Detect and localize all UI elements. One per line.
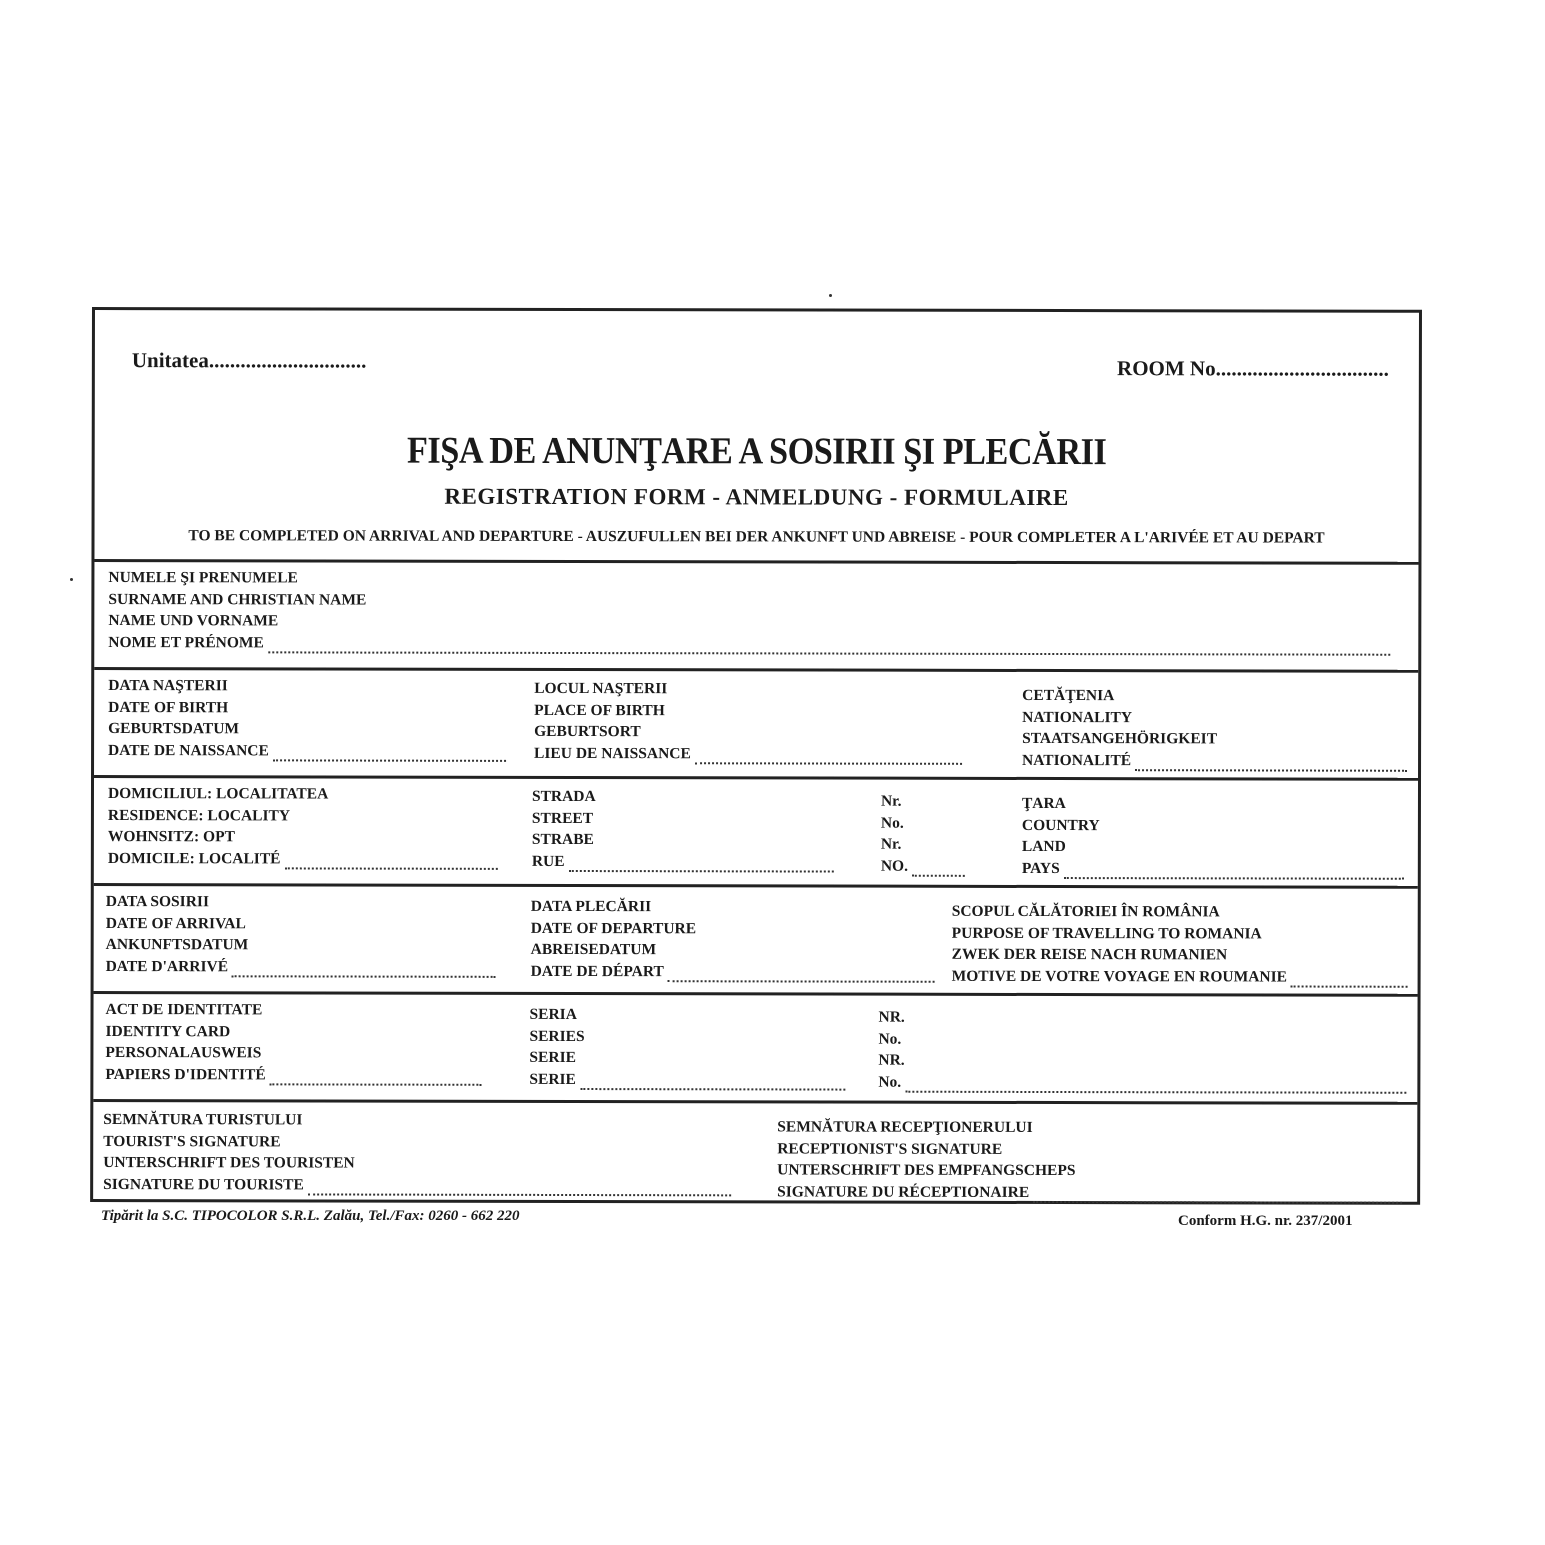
id-card-field[interactable]: [105, 999, 481, 1086]
name-fill-line[interactable]: [268, 637, 1390, 655]
departure-label-en: DATE OF DEPARTURE: [530, 919, 697, 937]
name-section: [94, 562, 1418, 673]
nationality-label-en: NATIONALITY: [1022, 708, 1133, 726]
id-number-label-ro: NR.: [878, 1008, 905, 1026]
purpose-label-de: ZWEK DER REISE NACH RUMANIEN: [951, 945, 1228, 964]
birth-place-fill-line[interactable]: [695, 748, 962, 765]
scan-speck: [70, 578, 73, 581]
id-card-label-fr: PAPIERS D'IDENTITÉ: [105, 1065, 266, 1083]
form-instructions: TO BE COMPLETED ON ARRIVAL AND DEPARTURE - AUSZUFULLEN BEI DER ANKUNFT UND ABREISE - POUR COMPLETER A L'ARIVÉE ET AU DEPART: [188, 527, 1325, 547]
country-label-fr: PAYS: [1021, 859, 1060, 877]
id-number-label-en: No.: [878, 1030, 902, 1048]
series-label-de: SERIE: [529, 1048, 576, 1067]
id-number-field[interactable]: [878, 1007, 1406, 1094]
reception-sig-label-ro: SEMNĂTURA RECEPŢIONERULUI: [777, 1118, 1033, 1136]
registration-form: [90, 307, 1422, 1205]
tourist-sig-label-en: TOURIST'S SIGNATURE: [103, 1132, 281, 1150]
id-card-label-ro: ACT DE IDENTITATE: [105, 1001, 263, 1019]
birth-place-label-fr: LIEU DE NAISSANCE: [534, 744, 691, 762]
country-label-de: LAND: [1021, 837, 1066, 856]
nationality-label-de: STAATSANGEHÖRIGKEIT: [1022, 729, 1218, 748]
name-label-de: NAME UND VORNAME: [108, 612, 279, 630]
birth-date-label-ro: DATA NAŞTERII: [108, 677, 228, 695]
residence-label-de: WOHNSITZ: OPT: [107, 828, 235, 846]
arrival-label-de: ANKUNFTSDATUM: [105, 936, 249, 954]
reception-sig-fill-line[interactable]: [1033, 1187, 1402, 1204]
purpose-label-en: PURPOSE OF TRAVELLING TO ROMANIA: [951, 924, 1262, 942]
series-label-en: SERIES: [529, 1027, 585, 1045]
name-label-en: SURNAME AND CHRISTIAN NAME: [108, 590, 367, 609]
arrival-fill-line[interactable]: [232, 961, 496, 978]
identity-section: [93, 994, 1417, 1105]
departure-label-de: ABREISEDATUM: [530, 940, 657, 959]
street-field[interactable]: [532, 786, 834, 873]
residence-fill-line[interactable]: [285, 853, 498, 869]
street-fill-line[interactable]: [569, 856, 834, 873]
reception-sig-label-en: RECEPTIONIST'S SIGNATURE: [777, 1139, 1003, 1158]
form-header: [94, 310, 1419, 565]
birth-section: [94, 670, 1418, 781]
id-card-fill-line[interactable]: [270, 1069, 482, 1085]
name-field[interactable]: [108, 567, 1390, 656]
travel-purpose-field[interactable]: [952, 901, 1408, 988]
country-fill-line[interactable]: [1064, 863, 1404, 880]
street-label-en: STREET: [531, 809, 594, 827]
residence-field[interactable]: [108, 783, 498, 870]
series-label-ro: SERIA: [529, 1005, 577, 1024]
birth-date-label-de: GEBURTSDATUM: [108, 720, 240, 738]
house-number-label-en: No.: [880, 814, 904, 832]
id-number-label-de: NR.: [878, 1051, 905, 1069]
receptionist-signature-field[interactable]: [777, 1116, 1402, 1203]
id-card-label-de: PERSONALAUSWEIS: [105, 1044, 262, 1062]
reception-sig-label-de: UNTERSCHRIFT DES EMPFANGSCHEPS: [777, 1161, 1076, 1180]
tourist-sig-fill-line[interactable]: [308, 1179, 731, 1196]
street-label-ro: STRADA: [531, 787, 596, 806]
name-label-fr: NOME ET PRÉNOME: [108, 633, 264, 651]
id-series-field[interactable]: [529, 1004, 845, 1091]
birth-place-field[interactable]: [534, 678, 962, 765]
residence-label-fr: DOMICILE: LOCALITÉ: [107, 849, 281, 867]
purpose-fill-line[interactable]: [1291, 972, 1408, 988]
departure-label-ro: DATA PLECĂRII: [530, 897, 652, 916]
tourist-sig-label-fr: SIGNATURE DU TOURISTE: [103, 1175, 304, 1193]
house-number-label-de: Nr.: [880, 835, 902, 853]
form-subtitle: REGISTRATION FORM - ANMELDUNG - FORMULAIRE: [444, 483, 1069, 511]
room-number-field[interactable]: ROOM No.................................: [1117, 356, 1389, 381]
scan-speck: [829, 294, 832, 297]
name-label-ro: NUMELE ŞI PRENUMELE: [108, 569, 298, 587]
purpose-label-fr: MOTIVE DE VOTRE VOYAGE EN ROUMANIE: [951, 967, 1288, 986]
signature-section: [93, 1102, 1417, 1205]
street-label-fr: RUE: [531, 852, 565, 870]
form-title: FIŞA DE ANUNŢARE A SOSIRII ŞI PLECĂRII: [406, 429, 1107, 474]
arrival-label-en: DATE OF ARRIVAL: [105, 914, 246, 932]
series-fill-line[interactable]: [580, 1074, 846, 1091]
tourist-signature-field[interactable]: [103, 1109, 731, 1196]
printer-credit: Tipărit la S.C. TIPOCOLOR S.R.L. Zalău, Tel./Fax: 0260 - 662 220: [101, 1208, 520, 1224]
tourist-sig-label-de: UNTERSCHRIFT DES TOURISTEN: [103, 1154, 355, 1172]
birth-place-label-en: PLACE OF BIRTH: [534, 701, 665, 719]
house-number-fill-line[interactable]: [912, 861, 965, 877]
house-number-label-ro: Nr.: [880, 792, 902, 810]
house-number-field[interactable]: [881, 791, 965, 877]
tourist-sig-label-ro: SEMNĂTURA TURISTULUI: [103, 1111, 303, 1129]
residence-label-en: RESIDENCE: LOCALITY: [107, 806, 291, 824]
nationality-label-ro: CETĂŢENIA: [1022, 686, 1115, 705]
travel-section: [94, 886, 1418, 997]
house-number-label-fr: NO.: [880, 857, 908, 875]
departure-date-field[interactable]: [531, 896, 935, 983]
street-label-de: STRABE: [531, 830, 594, 849]
unit-field[interactable]: Unitatea..............................: [131, 348, 367, 373]
purpose-label-ro: SCOPUL CĂLĂTORIEI ÎN ROMÂNIA: [951, 902, 1220, 921]
birth-date-label-en: DATE OF BIRTH: [108, 698, 229, 716]
reception-sig-label-fr: SIGNATURE DU RÉCEPTIONAIRE: [777, 1182, 1030, 1201]
birth-date-fill-line[interactable]: [273, 745, 506, 761]
nationality-field[interactable]: [1022, 685, 1407, 772]
residence-label-ro: DOMICILIUL: LOCALITATEA: [107, 785, 329, 803]
country-label-ro: ŢARA: [1021, 794, 1066, 813]
id-number-label-fr: No.: [878, 1073, 902, 1091]
birth-place-label-de: GEBURTSORT: [534, 722, 641, 741]
arrival-date-field[interactable]: [106, 891, 496, 978]
arrival-label-fr: DATE D'ARRIVÉ: [105, 957, 229, 975]
nationality-fill-line[interactable]: [1135, 755, 1407, 772]
regulation-reference: Conform H.G. nr. 237/2001: [1178, 1213, 1353, 1229]
birth-place-label-ro: LOCUL NAŞTERII: [534, 679, 668, 698]
country-field[interactable]: [1022, 793, 1404, 880]
country-label-en: COUNTRY: [1021, 816, 1100, 834]
arrival-label-ro: DATA SOSIRII: [105, 893, 210, 911]
birth-date-label-fr: DATE DE NAISSANCE: [108, 741, 269, 759]
departure-label-fr: DATE DE DÉPART: [530, 962, 664, 980]
residence-section: [94, 778, 1418, 889]
id-number-fill-line[interactable]: [905, 1077, 1406, 1094]
nationality-label-fr: NATIONALITÉ: [1022, 751, 1132, 769]
series-label-fr: SERIE: [529, 1070, 576, 1088]
id-card-label-en: IDENTITY CARD: [105, 1022, 231, 1040]
departure-fill-line[interactable]: [668, 966, 935, 983]
birth-date-field[interactable]: [108, 675, 506, 762]
